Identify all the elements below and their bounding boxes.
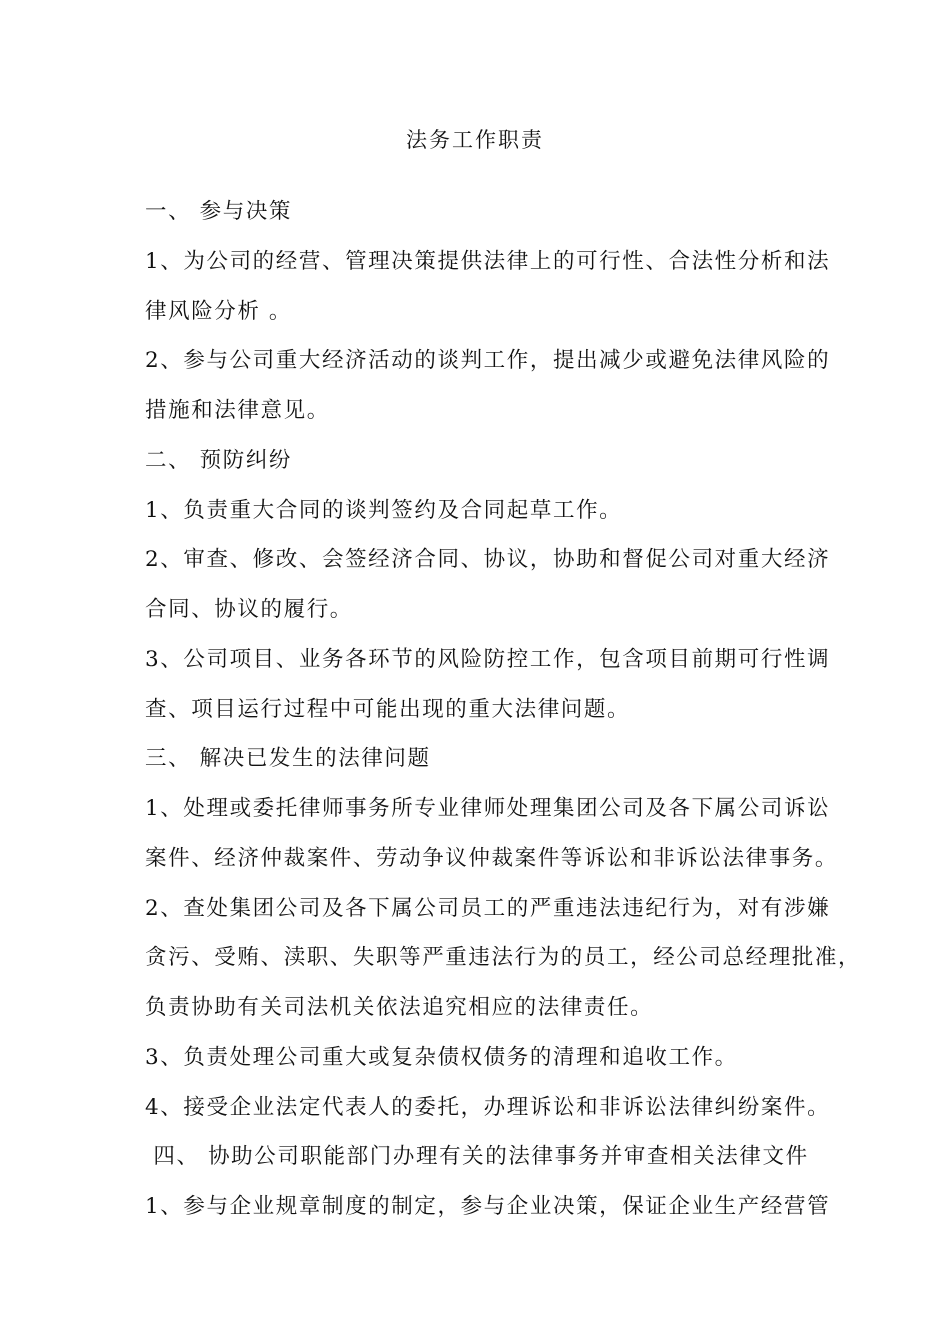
paragraph-line: 2、审查、修改、会签经济合同、协议，协助和督促公司对重大经济 [145, 547, 831, 572]
paragraph-line: 合同、协议的履行。 [145, 597, 353, 622]
paragraph-line: 律风险分析 。 [145, 299, 293, 324]
paragraph-line: 查、项目运行过程中可能出现的重大法律问题。 [145, 697, 631, 722]
paragraph-line: 1、为公司的经营、管理决策提供法律上的可行性、合法性分析和法 [145, 249, 831, 274]
paragraph-line: 贪污、受贿、渎职、失职等严重违法行为的员工，经公司总经理批准， [145, 945, 862, 970]
section-heading: 二、 预防纠纷 [145, 448, 293, 473]
paragraph-line: 1、处理或委托律师事务所专业律师处理集团公司及各下属公司诉讼 [145, 796, 831, 821]
paragraph-line: 3、公司项目、业务各环节的风险防控工作，包含项目前期可行性调 [145, 647, 831, 672]
paragraph-line: 2、查处集团公司及各下属公司员工的严重违法违纪行为，对有涉嫌 [145, 896, 831, 921]
paragraph-line: 1、参与企业规章制度的制定，参与企业决策，保证企业生产经营管 [145, 1194, 831, 1219]
paragraph-line: 措施和法律意见。 [145, 398, 330, 423]
paragraph-line: 3、负责处理公司重大或复杂债权债务的清理和追收工作。 [145, 1045, 738, 1070]
section-heading: 三、 解决已发生的法律问题 [145, 746, 431, 771]
paragraph-line: 案件、经济仲裁案件、劳动争议仲裁案件等诉讼和非诉讼法律事务。 [145, 846, 839, 871]
document-title: 法务工作职责 [406, 128, 544, 152]
paragraph-line: 2、参与公司重大经济活动的谈判工作，提出减少或避免法律风险的 [145, 348, 831, 373]
paragraph-line: 4、接受企业法定代表人的委托，办理诉讼和非诉讼法律纠纷案件。 [145, 1095, 831, 1120]
section-heading: 一、 参与决策 [145, 199, 293, 224]
paragraph-line: 负责协助有关司法机关依法追究相应的法律责任。 [145, 995, 654, 1020]
paragraph-line: 1、负责重大合同的谈判签约及合同起草工作。 [145, 498, 623, 523]
section-heading: 四、 协助公司职能部门办理有关的法律事务并审查相关法律文件 [145, 1144, 809, 1169]
